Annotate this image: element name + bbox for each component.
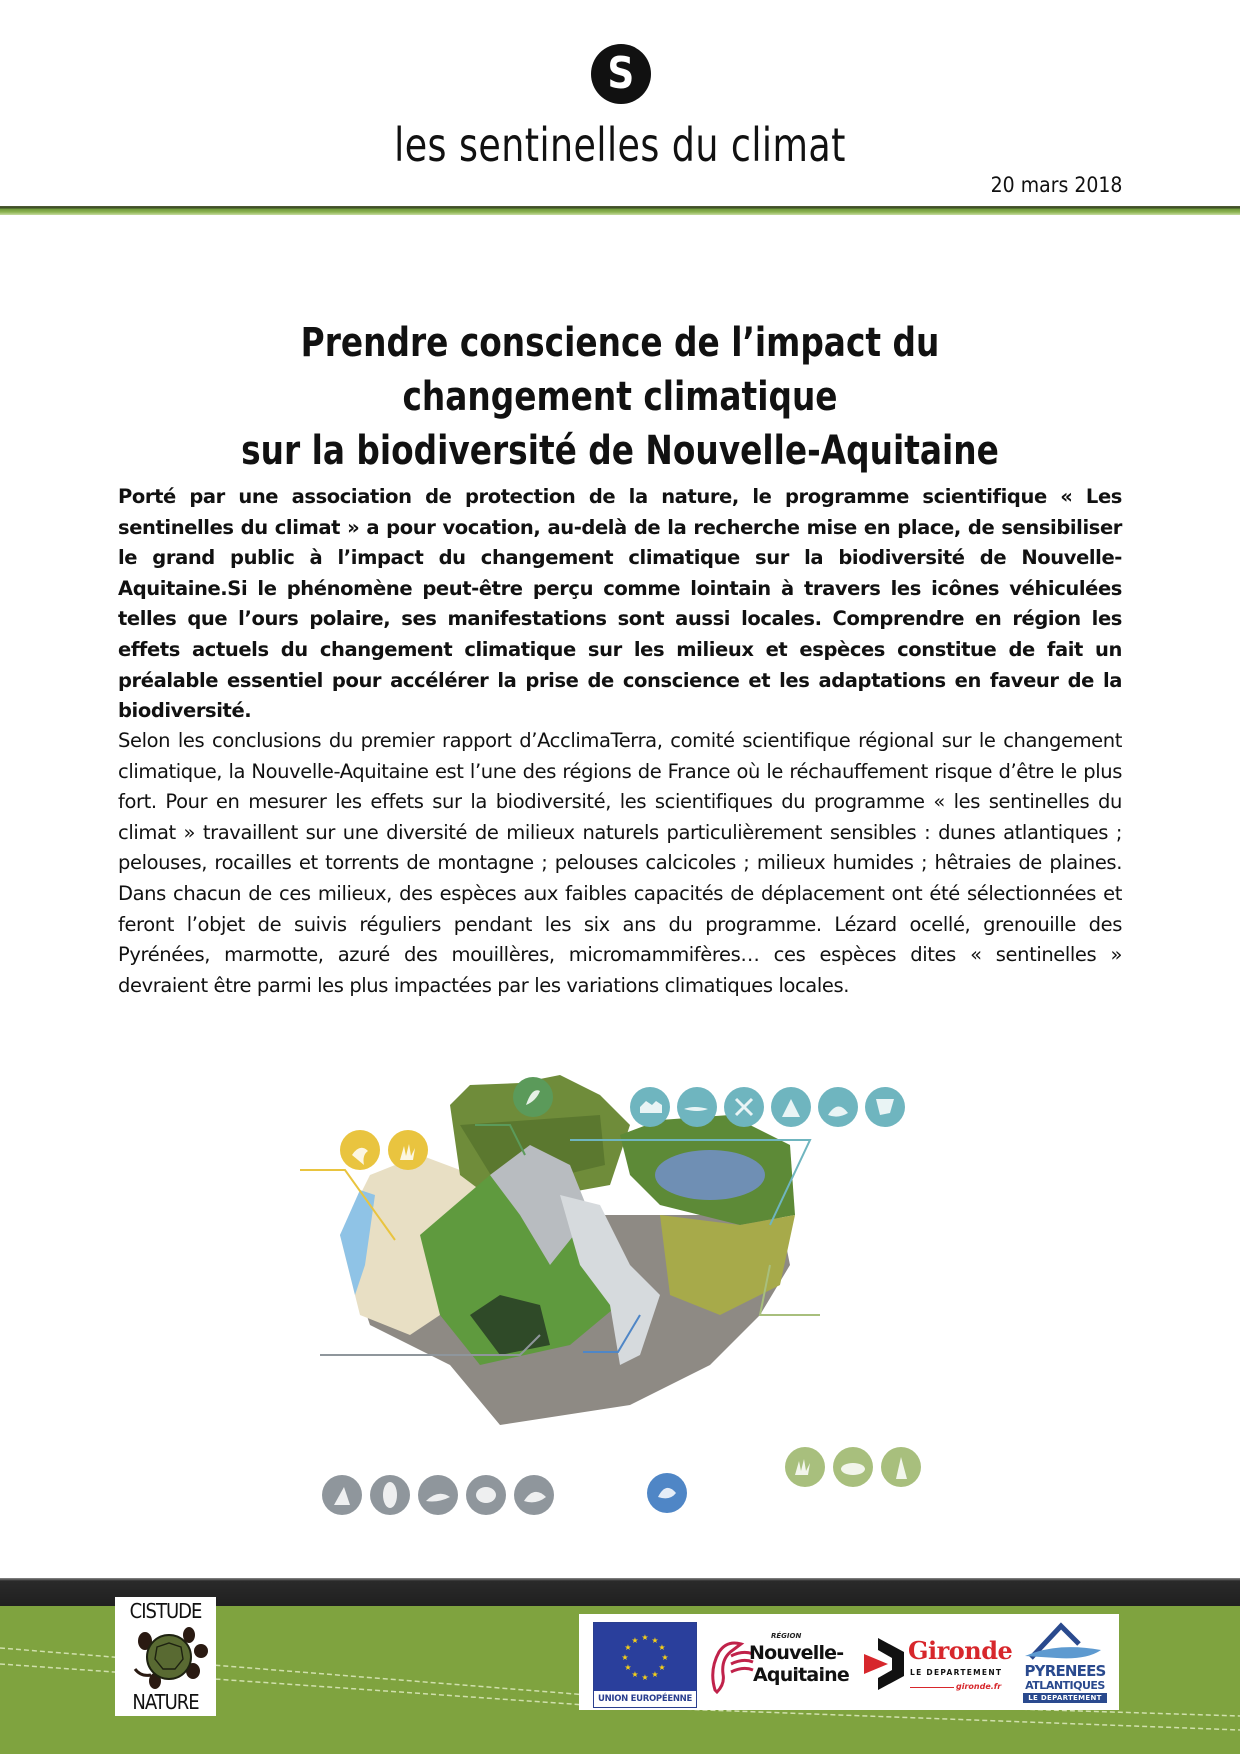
dunes-icons: [340, 1130, 428, 1170]
svg-text:★: ★: [641, 1633, 649, 1642]
lead-paragraph: Porté par une association de protection de la nature, le programme scientifique « Les sentinelles du climat » a pour vocation, au-delà de la recherche mise en place, de sensibiliser le grand public à l’impact du changement climatique sur la biodiversité de Nouvelle-Aquitaine.Si le phénomène peut-être perçu comme lointain à travers les icônes véhiculées telles que l’ours polaire, ses manifestations sont aussi locales. Comprendre en région les effets actuels du changement climatique sur les milieux et espèces constitue de fait un préalable essentiel pour accélérer la prise de conscience et les adaptations en faveur de la biodiversité.: [118, 485, 1122, 723]
svg-text:★: ★: [658, 1663, 666, 1672]
mountain-wave-icon: [1017, 1620, 1113, 1662]
salamander-icon: [677, 1087, 717, 1127]
cistude-bottom-label: NATURE: [132, 1690, 199, 1714]
partner-logos: [579, 1614, 1119, 1710]
gironde-departement: LE DEPARTEMENT: [910, 1668, 1003, 1677]
eu-flag-icon: [594, 1623, 696, 1691]
svg-text:★: ★: [631, 1670, 639, 1679]
gironde-arrow-icon: [864, 1634, 906, 1694]
pa-line-2: ATLANTIQUES: [1025, 1679, 1105, 1692]
gironde-underline: [910, 1687, 954, 1688]
turtle-icon: [123, 1621, 208, 1691]
body-paragraph: Selon les conclusions du premier rapport d’AcclimaTerra, comité scientifique régional sur le changement climatique, la Nouvelle-Aquitaine est l’une des régions de France où le réchauffement risque d’être le plus fort. Pour en mesurer les effets sur la biodiversité, les scientifiques du programme « les sentinelles du climat » travaillent sur une diversité de milieux naturels particulièrement sensibles : dunes atlantiques ; pelouses, rocailles et torrents de montagne ; pelouses calcicoles ; milieux humides ; hêtraies de plaines. Dans chacun de ces milieux, des espèces aux faibles capacités de déplacement ont été sélectionnées et feront l’objet de suivis réguliers pendant les six ans du programme. Lézard ocellé, grenouille des Pyrénées, marmotte, azuré des mouillères, micromammifères… ces espèces dites « sentinelles » devraient être parmi les plus impactées par les variations climatiques locales.: [118, 729, 1122, 997]
nouvelle-aquitaine-logo: [707, 1626, 847, 1702]
header-divider: [0, 206, 1240, 215]
na-line-1: Nouvelle-: [749, 1642, 844, 1664]
title-line-1: Prendre conscience de l’impact du changement climatique: [300, 320, 940, 420]
lion-icon: [707, 1630, 755, 1700]
svg-text:★: ★: [651, 1636, 659, 1645]
publication-date: 20 mars 2018: [990, 173, 1122, 197]
cistude-nature-logo: [115, 1597, 216, 1716]
svg-text:★: ★: [624, 1663, 632, 1672]
pa-line-1: PYRENEES: [1024, 1662, 1106, 1680]
svg-text:★: ★: [661, 1653, 669, 1662]
svg-text:★: ★: [658, 1643, 666, 1652]
gironde-url: gironde.fr: [956, 1682, 1002, 1691]
habitat-illustration: [300, 1065, 940, 1525]
title-line-2: sur la biodiversité de Nouvelle-Aquitaine: [241, 428, 999, 474]
eu-logo: [593, 1622, 697, 1708]
na-line-2: Aquitaine: [753, 1664, 849, 1686]
gironde-logo: [864, 1626, 1013, 1702]
brand-name: les sentinelles du climat: [394, 118, 846, 172]
svg-text:★: ★: [631, 1636, 639, 1645]
svg-text:★: ★: [651, 1670, 659, 1679]
page-title: [194, 316, 1047, 478]
svg-text:★: ★: [624, 1643, 632, 1652]
eu-label: UNION EUROPÉENNE: [594, 1691, 696, 1707]
pyrenees-atlantiques-logo: [1017, 1620, 1113, 1706]
brand-logo-icon: [591, 44, 651, 104]
pond: [655, 1150, 765, 1200]
gironde-name: Gironde: [908, 1636, 1013, 1665]
pa-line-3: LE DEPARTEMENT: [1023, 1693, 1107, 1703]
cistude-top-label: CISTUDE: [129, 1599, 202, 1623]
svg-text:★: ★: [641, 1673, 649, 1682]
region-label: RÉGION: [771, 1632, 802, 1640]
svg-text:★: ★: [621, 1653, 629, 1662]
logo-letter: S: [607, 48, 635, 99]
